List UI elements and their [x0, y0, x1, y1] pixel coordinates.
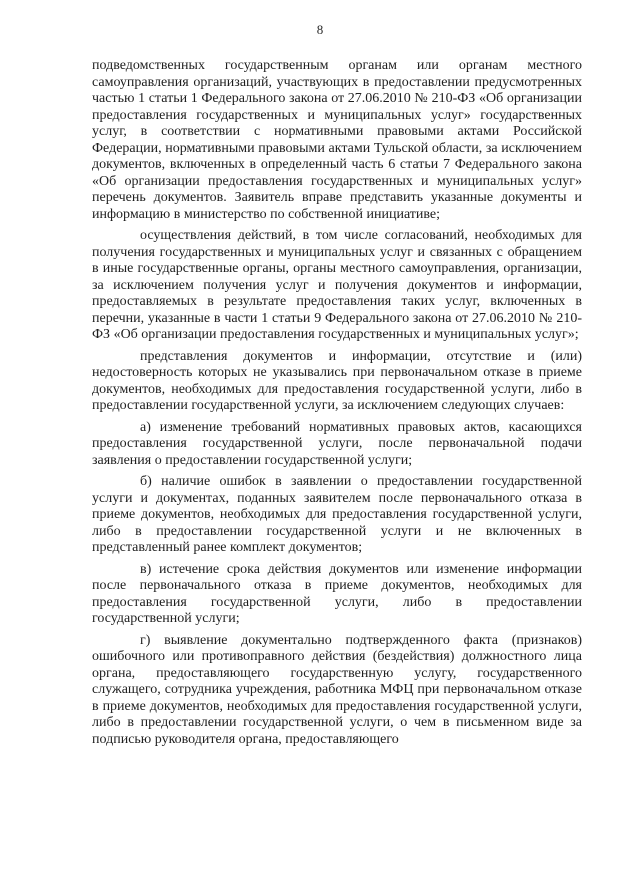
paragraph-documents-not-indicated: представления документов и информации, отсутствие и (или) недостоверность которых не указывались при первоначальном отказе в приеме документов, необходимых для предоставления государственной услуги, либо в предоставлении государственной услуги, за исключением следующих случаев: [92, 348, 582, 413]
paragraph-actions-approvals: осуществления действий, в том числе согласований, необходимых для получения государственных и муниципальных услуг и связанных с обращением в иные государственные органы, органы местного самоуправления, организации, за исключением получения услуг и получения документов и информации, предоставляемых в результате предоставления таких услуг, включенных в перечни, указанные в части 1 статьи 9 Федерального закона от 27.06.2010 № 210-ФЗ «Об организации предоставления государственных и муниципальных услуг»; [92, 228, 582, 342]
page-number: 8 [316, 22, 324, 37]
list-item-b: б) наличие ошибок в заявлении о предоставлении государственной услуги и документах, поданных заявителем после первоначального отказа в приеме документов, необходимых для предоставления государственной услуги, либо в предоставлении государственной услуги и не включенных в представленный ранее комплект документов; [92, 474, 582, 555]
list-item-g: г) выявление документально подтвержденного факта (признаков) ошибочного или противоправного действия (бездействия) должностного лица органа, предоставляющего государственную услугу, государственного служащего, сотрудника учреждения, работника МФЦ при первоначальном отказе в приеме документов, необходимых для предоставления государственной услуги, либо в предоставлении государственной услуги, о чем в письменном виде за подписью руководителя органа, предоставляющего [92, 632, 582, 747]
paragraph-subordinate-organizations: подведомственных государственным органам или органам местного самоуправления организаций, участвующих в предоставлении предусмотренных частью 1 статьи 1 Федерального закона от 27.06.2010 № 210-ФЗ «Об организации предоставления государственных и муниципальных услуг» государственных услуг, в соответствии с нормативными правовыми актами Российской Федерации, нормативными правовыми актами Тульской области, за исключением документов, включенных в определенный часть 6 статьи 7 Федерального закона «Об организации предоставления государственных и муниципальных услуг» перечень документов. Заявитель вправе представить указанные документы и информацию в министерство по собственной инициативе; [92, 58, 582, 222]
list-item-v: в) истечение срока действия документов или изменение информации после первоначального отказа в приеме документов, необходимых для предоставления государственной услуги, либо в предоставлении государственной услуги; [92, 561, 582, 626]
list-item-a: а) изменение требований нормативных правовых актов, касающихся предоставления государственной услуги, после первоначальной подачи заявления о предоставлении государственной услуги; [92, 419, 582, 468]
document-body [92, 58, 582, 753]
